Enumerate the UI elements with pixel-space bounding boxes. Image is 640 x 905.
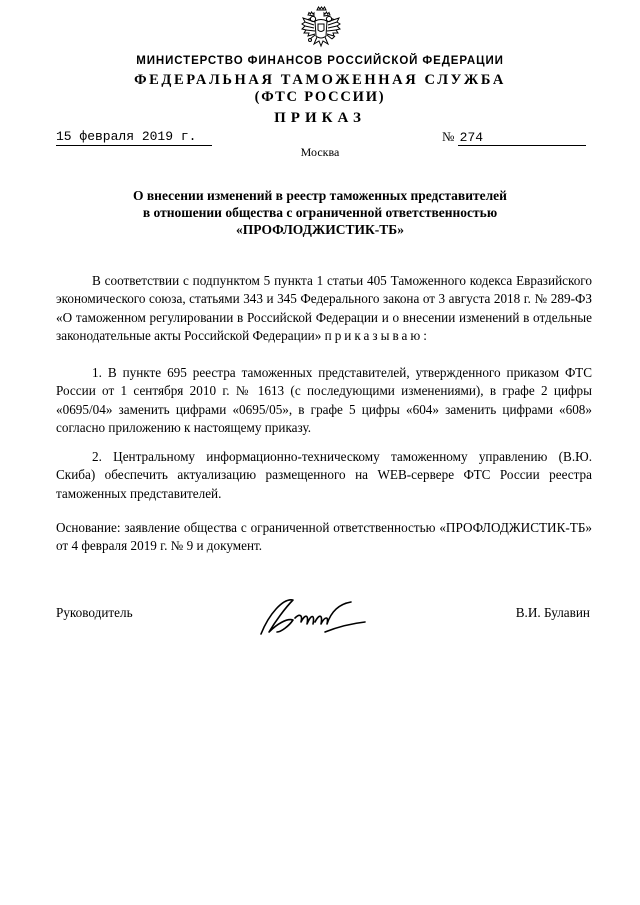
signer-role: Руководитель xyxy=(56,605,133,620)
ministry-name: МИНИСТЕРСТВО ФИНАНСОВ РОССИЙСКОЙ ФЕДЕРАЦИИ xyxy=(136,55,504,67)
order-item-2-text: 2. Центральному информационно-техническому таможенному управлению (В.Ю. Скиба) обеспечить актуализацию размещенного на WEB-сервере ФТС России реестра таможенных представителей. xyxy=(56,449,592,501)
handwritten-signature xyxy=(255,584,375,644)
basis-paragraph xyxy=(56,519,592,556)
heading-line-2: в отношении общества с ограниченной ответственностью xyxy=(142,205,498,220)
order-item-1-text: 1. В пункте 695 реестра таможенных представителей, утвержденного приказом ФТС России от 1 сентября 2010 г. № 1613 (с последующими изменениями), в графе 2 цифры «0695/04» заменить цифрами «0695/05», в графе 5 цифры «604» заменить цифрами «608» согласно приложению к настоящему приказу. xyxy=(56,365,592,436)
basis-text: Основание: заявление общества с ограниченной ответственностью «ПРОФЛОДЖИСТИК-ТБ» от 4 февраля 2019 г. № 9 и документ. xyxy=(56,520,592,554)
order-item-1 xyxy=(56,364,592,438)
preamble-text: В соответствии с подпунктом 5 пункта 1 статьи 405 Таможенного кодекса Евразийского экономического союза, статьями 343 и 345 Федерального закона от 3 августа 2018 г. № 289-ФЗ «О таможенном регулировании в Российской Федерации и о внесении изменений в отдельные законодательные акты Российской Федерации» xyxy=(56,273,592,344)
order-word: приказываю: xyxy=(324,328,430,344)
order-heading xyxy=(60,187,580,238)
order-number xyxy=(442,129,590,146)
number-value: 274 xyxy=(458,130,586,146)
number-sign: № xyxy=(442,129,455,144)
order-item-2 xyxy=(56,448,592,503)
heading-line-3: «ПРОФЛОДЖИСТИК-ТБ» xyxy=(236,222,404,237)
signer-name: В.И. Булавин xyxy=(515,605,590,620)
document-type: ПРИКАЗ xyxy=(274,110,366,126)
preamble-paragraph xyxy=(56,272,592,346)
heading-line-1: О внесении изменений в реестр таможенных представителей xyxy=(133,188,507,203)
order-date: 15 февраля 2019 г. xyxy=(56,129,212,146)
service-short-name: (ФТС РОССИИ) xyxy=(254,89,386,105)
service-name: ФЕДЕРАЛЬНАЯ ТАМОЖЕННАЯ СЛУЖБА xyxy=(134,72,506,88)
coat-of-arms-emblem xyxy=(300,6,342,50)
issue-city: Москва xyxy=(300,145,340,159)
